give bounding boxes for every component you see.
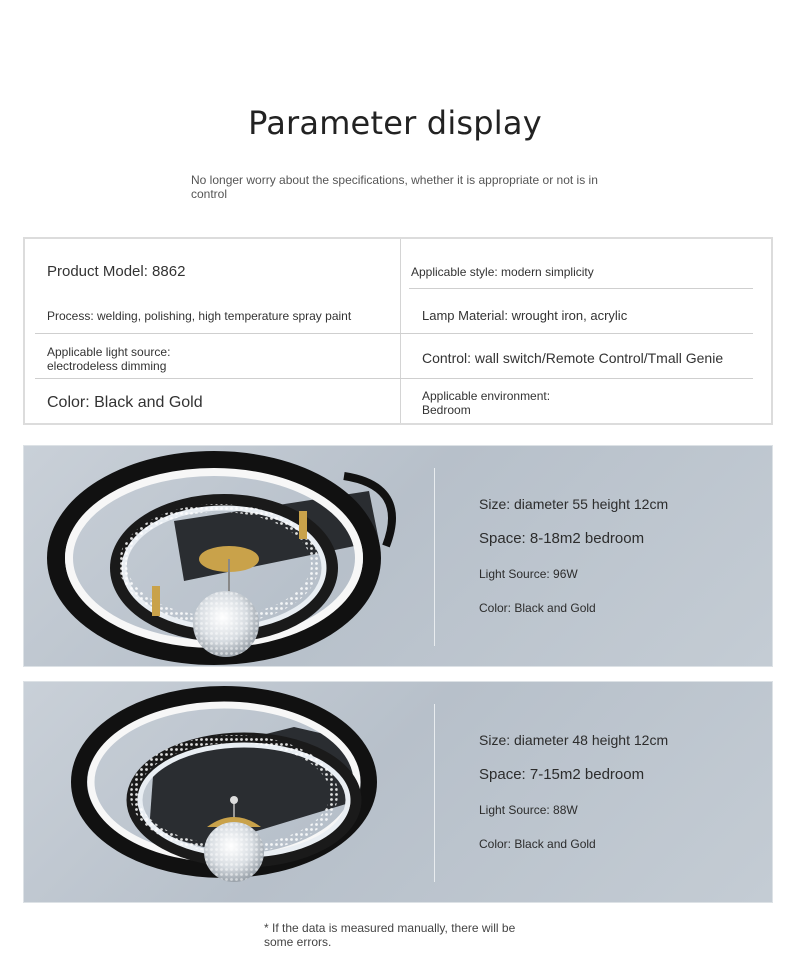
product-size: Size: diameter 55 height 12cm: [479, 496, 669, 512]
measurement-footnote: * If the data is measured manually, there will be some errors.: [264, 921, 516, 949]
spec-table: [23, 237, 773, 425]
card-divider: [434, 468, 435, 646]
page-title: Parameter display: [248, 104, 542, 142]
table-rule: [35, 378, 753, 379]
product-light-source: Light Source: 96W: [479, 567, 578, 581]
spec-environment: Applicable environment: Bedroom: [422, 389, 551, 417]
product-card-large: [23, 445, 773, 667]
product-space: Space: 8-18m2 bedroom: [479, 530, 645, 547]
product-size: Size: diameter 48 height 12cm: [479, 732, 669, 748]
table-rule: [35, 333, 753, 334]
card-divider: [434, 704, 435, 882]
product-card-small: [23, 681, 773, 903]
spec-process: Process: welding, polishing, high temperature spray paint: [47, 309, 352, 323]
product-color: Color: Black and Gold: [479, 601, 596, 615]
table-divider: [400, 239, 401, 423]
product-light-source: Light Source: 88W: [479, 803, 578, 817]
ceiling-lamp-image: [24, 446, 424, 667]
page-subtitle: No longer worry about the specifications, whether it is appropriate or not is in control: [191, 173, 598, 201]
ceiling-lamp-image: [24, 682, 424, 903]
spec-color: Color: Black and Gold: [47, 394, 203, 411]
product-space: Space: 7-15m2 bedroom: [479, 766, 645, 783]
spec-applicable-style: Applicable style: modern simplicity: [411, 265, 594, 279]
table-rule: [409, 288, 753, 289]
spec-product-model: Product Model: 8862: [47, 263, 186, 280]
spec-control: Control: wall switch/Remote Control/Tmall Genie: [422, 350, 724, 366]
spec-light-source: Applicable light source: electrodeless dimming: [47, 345, 171, 373]
product-color: Color: Black and Gold: [479, 837, 596, 851]
spec-lamp-material: Lamp Material: wrought iron, acrylic: [422, 308, 628, 323]
